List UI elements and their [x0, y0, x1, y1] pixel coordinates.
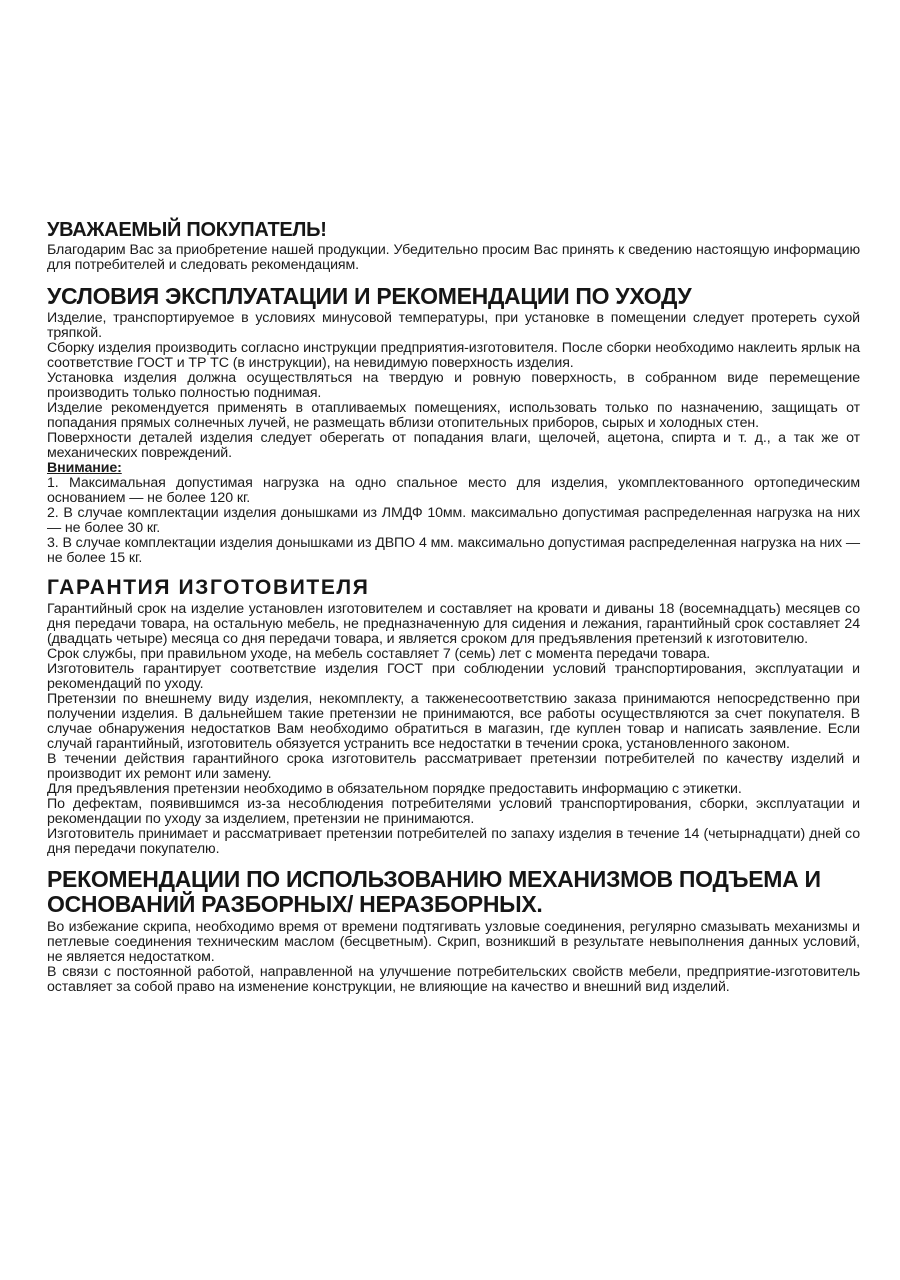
notice-item: 2. В случае комплектации изделия донышками из ЛМДФ 10мм. максимально допустимая распределенная нагрузка на них — не более 30 кг. [47, 505, 860, 536]
notice-item: 1. Максимальная допустимая нагрузка на одно спальное место для изделия, укомплектованного ортопедическим основанием — не более 120 кг. [47, 475, 860, 506]
paragraph: Поверхности деталей изделия следует оберегать от попадания влаги, щелочей, ацетона, спирта и т. д., а так же от механических повреждений. [47, 430, 860, 461]
section-lift-mechanisms [47, 867, 860, 995]
paragraph: Изготовитель принимает и рассматривает претензии потребителей по запаху изделия в течение 14 (четырнадцати) дней со дня передачи покупателю. [47, 826, 860, 857]
paragraph: Изготовитель гарантирует соответствие изделия ГОСТ при соблюдении условий транспортирования, эксплуатации и рекомендаций по уходу. [47, 661, 860, 692]
lift-mechanisms-heading: РЕКОМЕНДАЦИИ ПО ИСПОЛЬЗОВАНИЮ МЕХАНИЗМОВ ПОДЪЕМА И ОСНОВАНИЙ РАЗБОРНЫХ/ НЕРАЗБОРНЫХ. [47, 866, 821, 917]
paragraph: Срок службы, при правильном уходе, на мебель составляет 7 (семь) лет с момента передачи товара. [47, 646, 711, 662]
paragraph: Изделие, транспортируемое в условиях минусовой температуры, при установке в помещении следует протереть сухой тряпкой. [47, 310, 860, 341]
paragraph: По дефектам, появившимся из-за несоблюдения потребителями условий транспортирования, сборки, эксплуатации и рекомендации по уходу за изделием, претензии не принимаются. [47, 796, 860, 827]
care-conditions-heading: УСЛОВИЯ ЭКСПЛУАТАЦИИ И РЕКОМЕНДАЦИИ ПО УХОДУ [47, 283, 692, 309]
paragraph: Во избежание скрипа, необходимо время от времени подтягивать узловые соединения, регулярно смазывать механизмы и петлевые соединения техническим маслом (бесцветным). Скрип, возникший в результате невыполнения данных условий, не является недостатком. [47, 919, 860, 965]
paragraph: Сборку изделия производить согласно инструкции предприятия-изготовителя. После сборки необходимо наклеить ярлык на соответствие ГОСТ и ТР ТС (в инструкции), на невидимую поверхность изделия. [47, 340, 860, 371]
greeting-paragraph: Благодарим Вас за приобретение нашей продукции. Убедительно просим Вас принять к сведению настоящую информацию для потребителей и следовать рекомендациям. [47, 242, 860, 273]
paragraph: Для предъявления претензии необходимо в обязательном порядке предоставить информацию с этикетки. [47, 781, 742, 797]
notice-label-text: Внимание: [47, 460, 122, 476]
warranty-heading: ГАРАНТИЯ ИЗГОТОВИТЕЛЯ [47, 576, 370, 599]
paragraph: В течении действия гарантийного срока изготовитель рассматривает претензии потребителей по качеству изделий и производит их ремонт или замену. [47, 751, 860, 782]
section-care-conditions [47, 284, 860, 566]
notice-item: 3. В случае комплектации изделия донышками из ДВПО 4 мм. максимально допустимая распределенная нагрузка на них — не более 15 кг. [47, 535, 860, 566]
paragraph: Установка изделия должна осуществляться на твердую и ровную поверхность, в собранном виде перемещение производить только полностью поднимая. [47, 370, 860, 401]
section-warranty [47, 576, 860, 857]
section-greeting [47, 219, 860, 273]
notice-label [47, 461, 860, 476]
paragraph: Гарантийный срок на изделие установлен изготовителем и составляет на кровати и диваны 18 (восемнадцать) месяцев со дня передачи товара, на остальную мебель, не предназначенную для сидения и лежания, гарантийный срок составляет 24 (двадцать четыре) месяца со дня передачи товара, и является сроком для предъявления претензий к изготовителю. [47, 601, 860, 647]
document-content [47, 219, 860, 995]
paragraph: Претензии по внешнему виду изделия, некомплекту, а такженесоответствию заказа принимаются непосредственно при получении изделия. В дальнейшем такие претензии не принимаются, все работы осуществляются за счет покупателя. В случае обнаружения недостатков Вам необходимо обратиться в магазин, где куплен товар и написать заявление. Если случай гарантийный, изготовитель обязуется устранить все недостатки в течении срока, установленного законом. [47, 691, 860, 752]
paragraph: Изделие рекомендуется применять в отапливаемых помещениях, использовать только по назначению, защищать от попадания прямых солнечных лучей, не размещать вблизи отопительных приборов, сырых и холодных стен. [47, 400, 860, 431]
greeting-heading: УВАЖАЕМЫЙ ПОКУПАТЕЛЬ! [47, 219, 327, 241]
paragraph: В связи с постоянной работой, направленной на улучшение потребительских свойств мебели, предприятие-изготовитель оставляет за собой право на изменение конструкции, не влияющие на качество и внешний вид изделий. [47, 964, 860, 995]
